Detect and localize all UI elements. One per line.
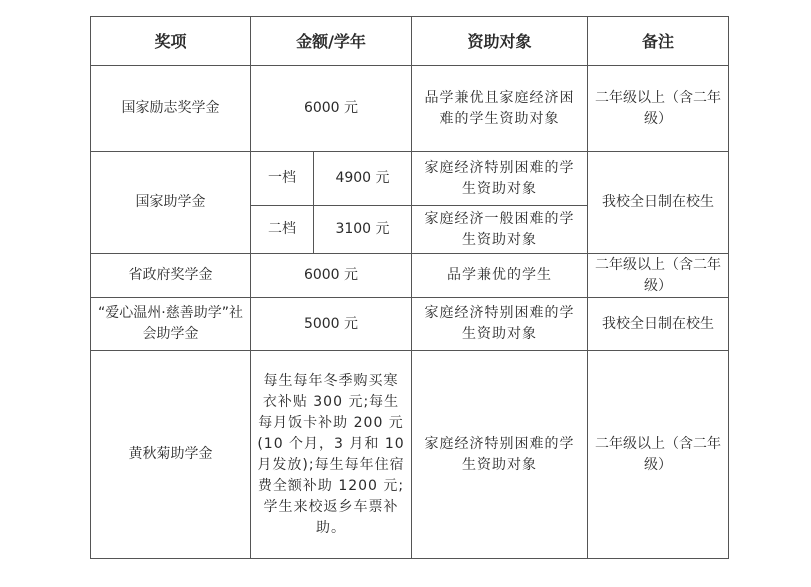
- amount-cell: 每生每年冬季购买寒衣补贴 300 元;每生每月饭卡补助 200 元(10 个月，3 月和 10 月发放);每生每年住宿费全额补助 1200 元;学生来校返乡车票补助。: [251, 351, 412, 559]
- table-row: [91, 66, 729, 152]
- target-cell: 家庭经济一般困难的学生资助对象: [412, 206, 588, 254]
- target-cell: 家庭经济特别困难的学生资助对象: [412, 152, 588, 206]
- note-cell: 我校全日制在校生: [588, 298, 729, 351]
- award-cell: 黄秋菊助学金: [91, 351, 251, 559]
- amount-cell: 4900 元: [314, 152, 412, 206]
- target-cell: 家庭经济特别困难的学生资助对象: [412, 351, 588, 559]
- target-cell: 家庭经济特别困难的学生资助对象: [412, 298, 588, 351]
- amount-cell: 5000 元: [251, 298, 412, 351]
- award-cell: 省政府奖学金: [91, 254, 251, 298]
- note-cell: 二年级以上（含二年级）: [588, 254, 729, 298]
- header-amount: 金额/学年: [251, 17, 412, 66]
- table-row: [91, 298, 729, 351]
- amount-cell: 6000 元: [251, 66, 412, 152]
- header-note: 备注: [588, 17, 729, 66]
- table-header-row: [91, 17, 729, 66]
- tier-cell: 二档: [251, 206, 314, 254]
- amount-cell: 3100 元: [314, 206, 412, 254]
- award-cell: 国家励志奖学金: [91, 66, 251, 152]
- tier-cell: 一档: [251, 152, 314, 206]
- target-cell: 品学兼优且家庭经济困难的学生资助对象: [412, 66, 588, 152]
- target-cell: 品学兼优的学生: [412, 254, 588, 298]
- award-cell: 国家助学金: [91, 152, 251, 254]
- note-cell: 二年级以上（含二年级）: [588, 66, 729, 152]
- table-row: [91, 254, 729, 298]
- award-cell: “爱心温州·慈善助学”社会助学金: [91, 298, 251, 351]
- header-target: 资助对象: [412, 17, 588, 66]
- table-row: [91, 152, 729, 206]
- note-cell: 我校全日制在校生: [588, 152, 729, 254]
- table-row: [91, 351, 729, 559]
- amount-cell: 6000 元: [251, 254, 412, 298]
- header-award: 奖项: [91, 17, 251, 66]
- note-cell: 二年级以上（含二年级）: [588, 351, 729, 559]
- grant-table: [90, 16, 729, 559]
